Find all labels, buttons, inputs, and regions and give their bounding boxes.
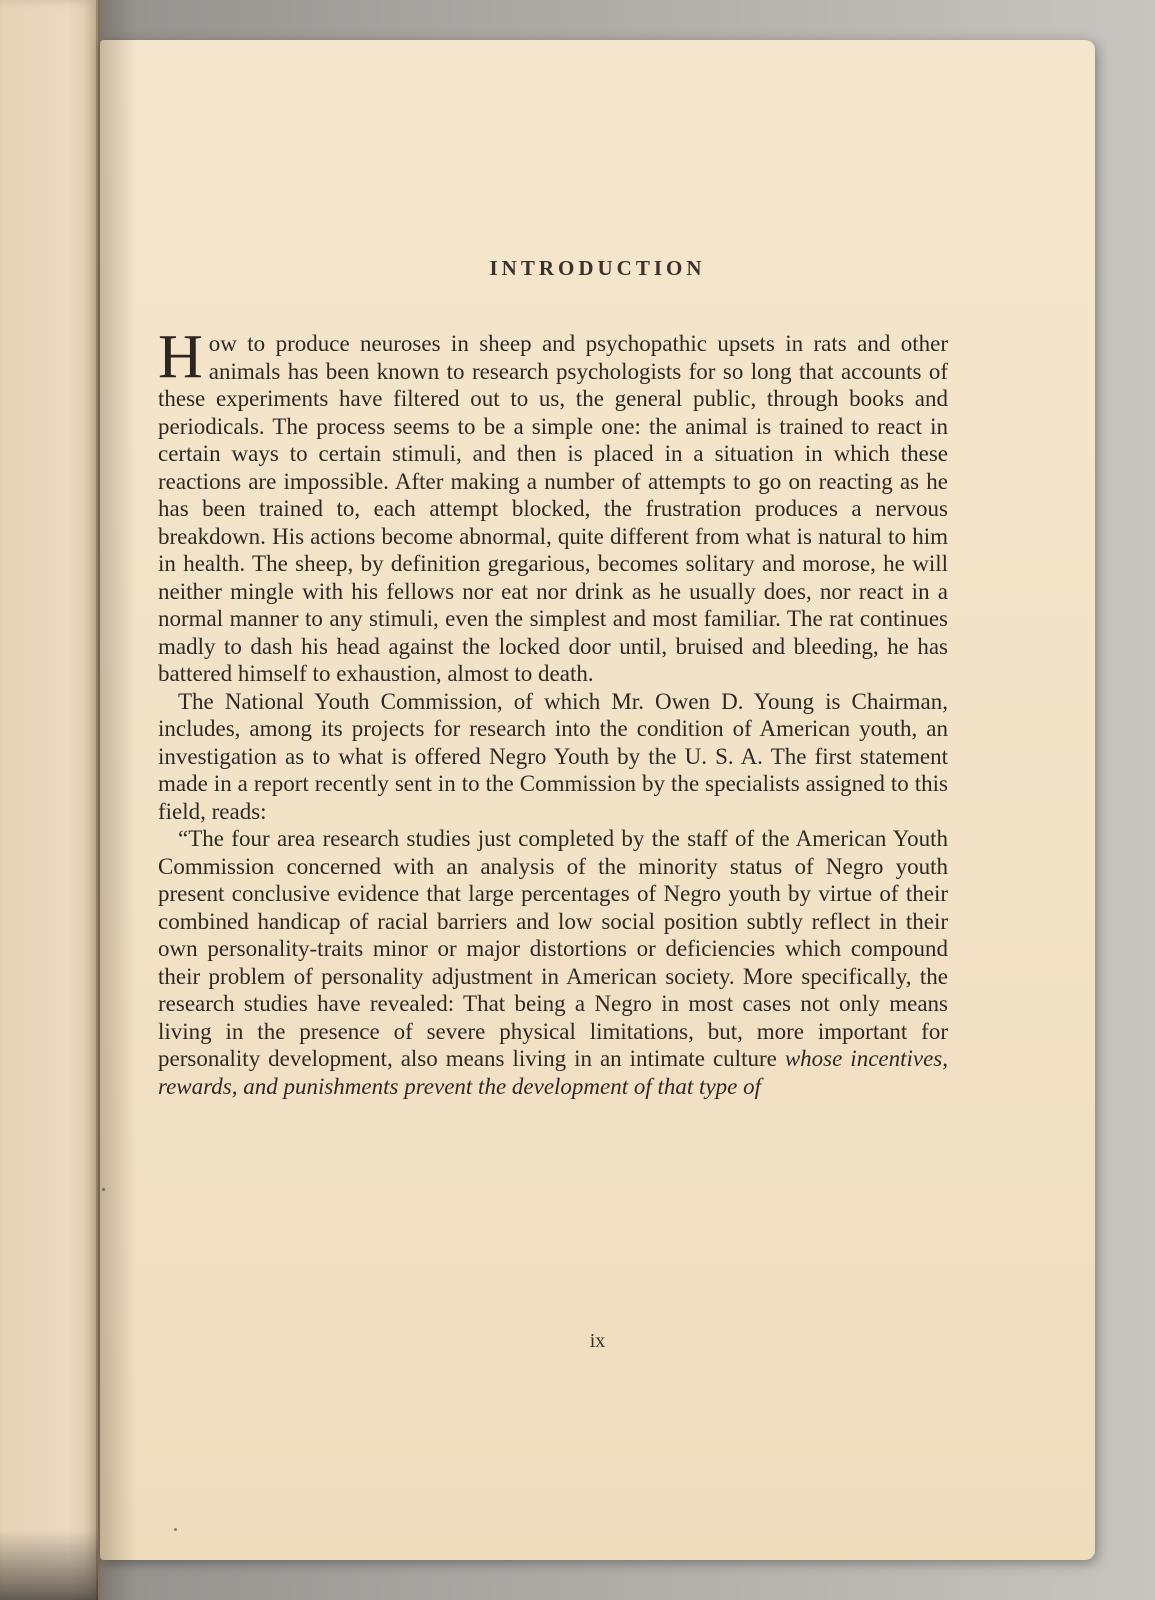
- paragraph-3: [158, 825, 948, 1100]
- paper-speck: [174, 1528, 177, 1531]
- paragraph-1: [158, 323, 948, 688]
- paper-speck: [102, 1188, 105, 1191]
- paragraph-3-text: “The four area research studies just completed by the staff of the American Youth Commission concerned with an analysis of the minority status of Negro youth present conclusive evidence that large percentages of Negro youth by virtue of their combined handicap of racial barriers and low social position subtly reflect in their own personality-traits minor or major distortions or deficiencies which compound their problem of personality adjustment in American society. More specifically, the research studies have revealed: That being a Negro in most cases not only means living in the presence of severe physical limitations, but, more important for personality development, also means living in an intimate culture: [158, 826, 948, 1071]
- paragraph-1-text: ow to produce neuroses in sheep and psychopathic upsets in rats and other animals has been known to research psychologists for so long that accounts of these experiments have filtered out to us, the general public, through books and periodicals. The process seems to be a simple one: the animal is trained to react in certain ways to certain stimuli, and then is placed in a situation in which these reactions are impossible. After making a number of attempts to go on reacting as he has been trained to, each attempt blocked, the frustration produces a nervous breakdown. His actions become abnormal, quite different from what is natural to him in health. The sheep, by definition gregarious, becomes solitary and morose, he will neither mingle with his fellows nor eat nor drink as he usually does, nor react in a normal manner to any stimuli, even the simplest and most familiar. The rat continues madly to dash his head against the locked door until, bruised and bleeding, he has battered himself to exhaustion, almost to death.: [158, 331, 948, 686]
- page-number: ix: [589, 1330, 606, 1352]
- body-text: [158, 323, 949, 1100]
- drop-cap: H: [158, 323, 203, 391]
- paragraph-3-italic: whose incentives, rewards, and punishments prevent the development of that type of: [158, 1046, 949, 1099]
- facing-page-edge: [0, 0, 100, 1600]
- chapter-title: INTRODUCTION: [489, 256, 706, 280]
- paragraph-2: The National Youth Commission, of which Mr. Owen D. Young is Chairman, includes, among its projects for research into the condition of American youth, an investigation as to what is offered Negro Youth by the U. S. A. The first statement made in a report recently sent in to the Commission by the specialists assigned to this field, reads:: [158, 688, 948, 824]
- book-page: [100, 40, 1095, 1560]
